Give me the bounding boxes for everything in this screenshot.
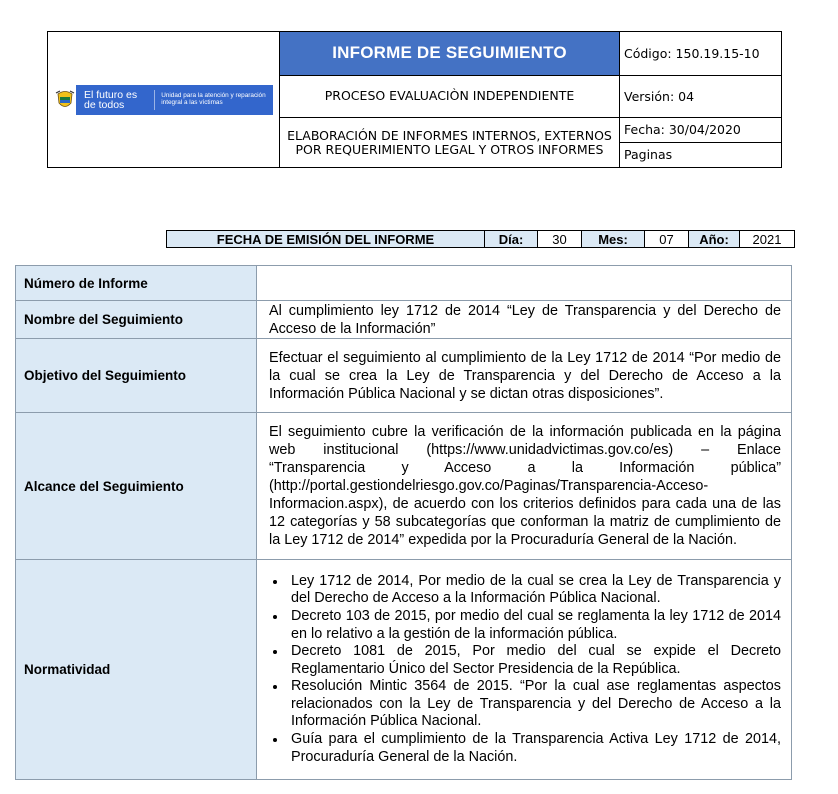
document-header <box>47 31 782 168</box>
logo-cell <box>48 32 280 168</box>
document-date: Fecha: 30/04/2020 <box>620 118 782 142</box>
year-label: Año: <box>689 231 740 248</box>
month-label: Mes: <box>582 231 645 248</box>
emission-date-label: FECHA DE EMISIÓN DEL INFORME <box>167 231 485 248</box>
nombre-seguimiento-label: Nombre del Seguimiento <box>16 301 257 339</box>
objetivo-seguimiento-value: Efectuar el seguimiento al cumplimiento de la Ley 1712 de 2014 “Por medio de la cual se crea la Ley de Transparencia y del Derecho de Acceso a la Información Pública Nacional y se dictan otras disposiciones”. <box>257 339 792 413</box>
nombre-seguimiento-value: Al cumplimiento ley 1712 de 2014 “Ley de Transparencia y del Derecho de Acceso de la Información” <box>257 301 792 339</box>
normatividad-label: Normatividad <box>16 560 257 780</box>
day-value: 30 <box>538 231 582 248</box>
coat-of-arms-icon <box>54 85 76 115</box>
logo-sub-text: Unidad para la atención y reparación integral a las víctimas <box>161 91 266 106</box>
logo-main-text: El futuro es de todos <box>76 90 155 110</box>
row-objetivo-seguimiento <box>16 339 792 413</box>
institution-logo <box>54 85 273 115</box>
list-item: • Ley 1712 de 2014, Por medio de la cual se crea la Ley de Transparencia y del Derecho de Acceso a la Información Pública Nacional. <box>287 573 781 608</box>
row-alcance-seguimiento <box>16 413 792 560</box>
document-code: Código: 150.19.15-10 <box>620 32 782 76</box>
normatividad-list <box>257 573 781 767</box>
list-item: • Decreto 1081 de 2015, Por medio del cual se expide el Decreto Reglamentario Único del Sector Presidencia de la República. <box>287 643 781 678</box>
document-version: Versión: 04 <box>620 75 782 118</box>
numero-informe-label: Número de Informe <box>16 266 257 301</box>
objetivo-seguimiento-label: Objetivo del Seguimiento <box>16 339 257 413</box>
alcance-seguimiento-label: Alcance del Seguimiento <box>16 413 257 560</box>
list-item: • Resolución Mintic 3564 de 2015. “Por la cual ase reglamentas aspectos relacionados con la Ley de Transparencia y del Derecho de Acceso a la Información Pública Nacional. <box>287 678 781 731</box>
normatividad-value <box>257 560 792 780</box>
report-details-table <box>15 265 792 780</box>
list-item: • Decreto 103 de 2015, por medio del cual se reglamenta la ley 1712 de 2014 en lo relativo a la gestión de la información pública. <box>287 608 781 643</box>
alcance-seguimiento-value: El seguimiento cubre la verificación de la información publicada en la página web institucional (https://www.unidadvictimas.gov.co/es) – Enlace “Transparencia y Acceso a la Información pública” (http://portal.gestiondelriesgo.gov.co/Paginas/Transparencia-Acceso-Informacion.aspx), de acuerdo con los criterios definidos para cada una de las 12 categorías y 58 subcategorías que conforman la matriz de cumplimiento de la Ley 1712 de 2014” expedida por la Procuraduría General de la Nación. <box>257 413 792 560</box>
month-value: 07 <box>645 231 689 248</box>
procedure-name: ELABORACIÓN DE INFORMES INTERNOS, EXTERNOS POR REQUERIMIENTO LEGAL Y OTROS INFORMES <box>280 118 620 168</box>
year-value: 2021 <box>740 231 795 248</box>
numero-informe-value <box>257 266 792 301</box>
row-nombre-seguimiento <box>16 301 792 339</box>
list-item: • Guía para el cumplimiento de la Transparencia Activa Ley 1712 de 2014, Procuraduría General de la Nación. <box>287 731 781 766</box>
emission-date-row <box>166 230 795 248</box>
process-name: PROCESO EVALUACIÒN INDEPENDIENTE <box>280 75 620 118</box>
document-title: INFORME DE SEGUIMIENTO <box>280 32 620 76</box>
document-pages: Paginas <box>620 142 782 167</box>
day-label: Día: <box>485 231 538 248</box>
row-normatividad <box>16 560 792 780</box>
row-numero-informe <box>16 266 792 301</box>
